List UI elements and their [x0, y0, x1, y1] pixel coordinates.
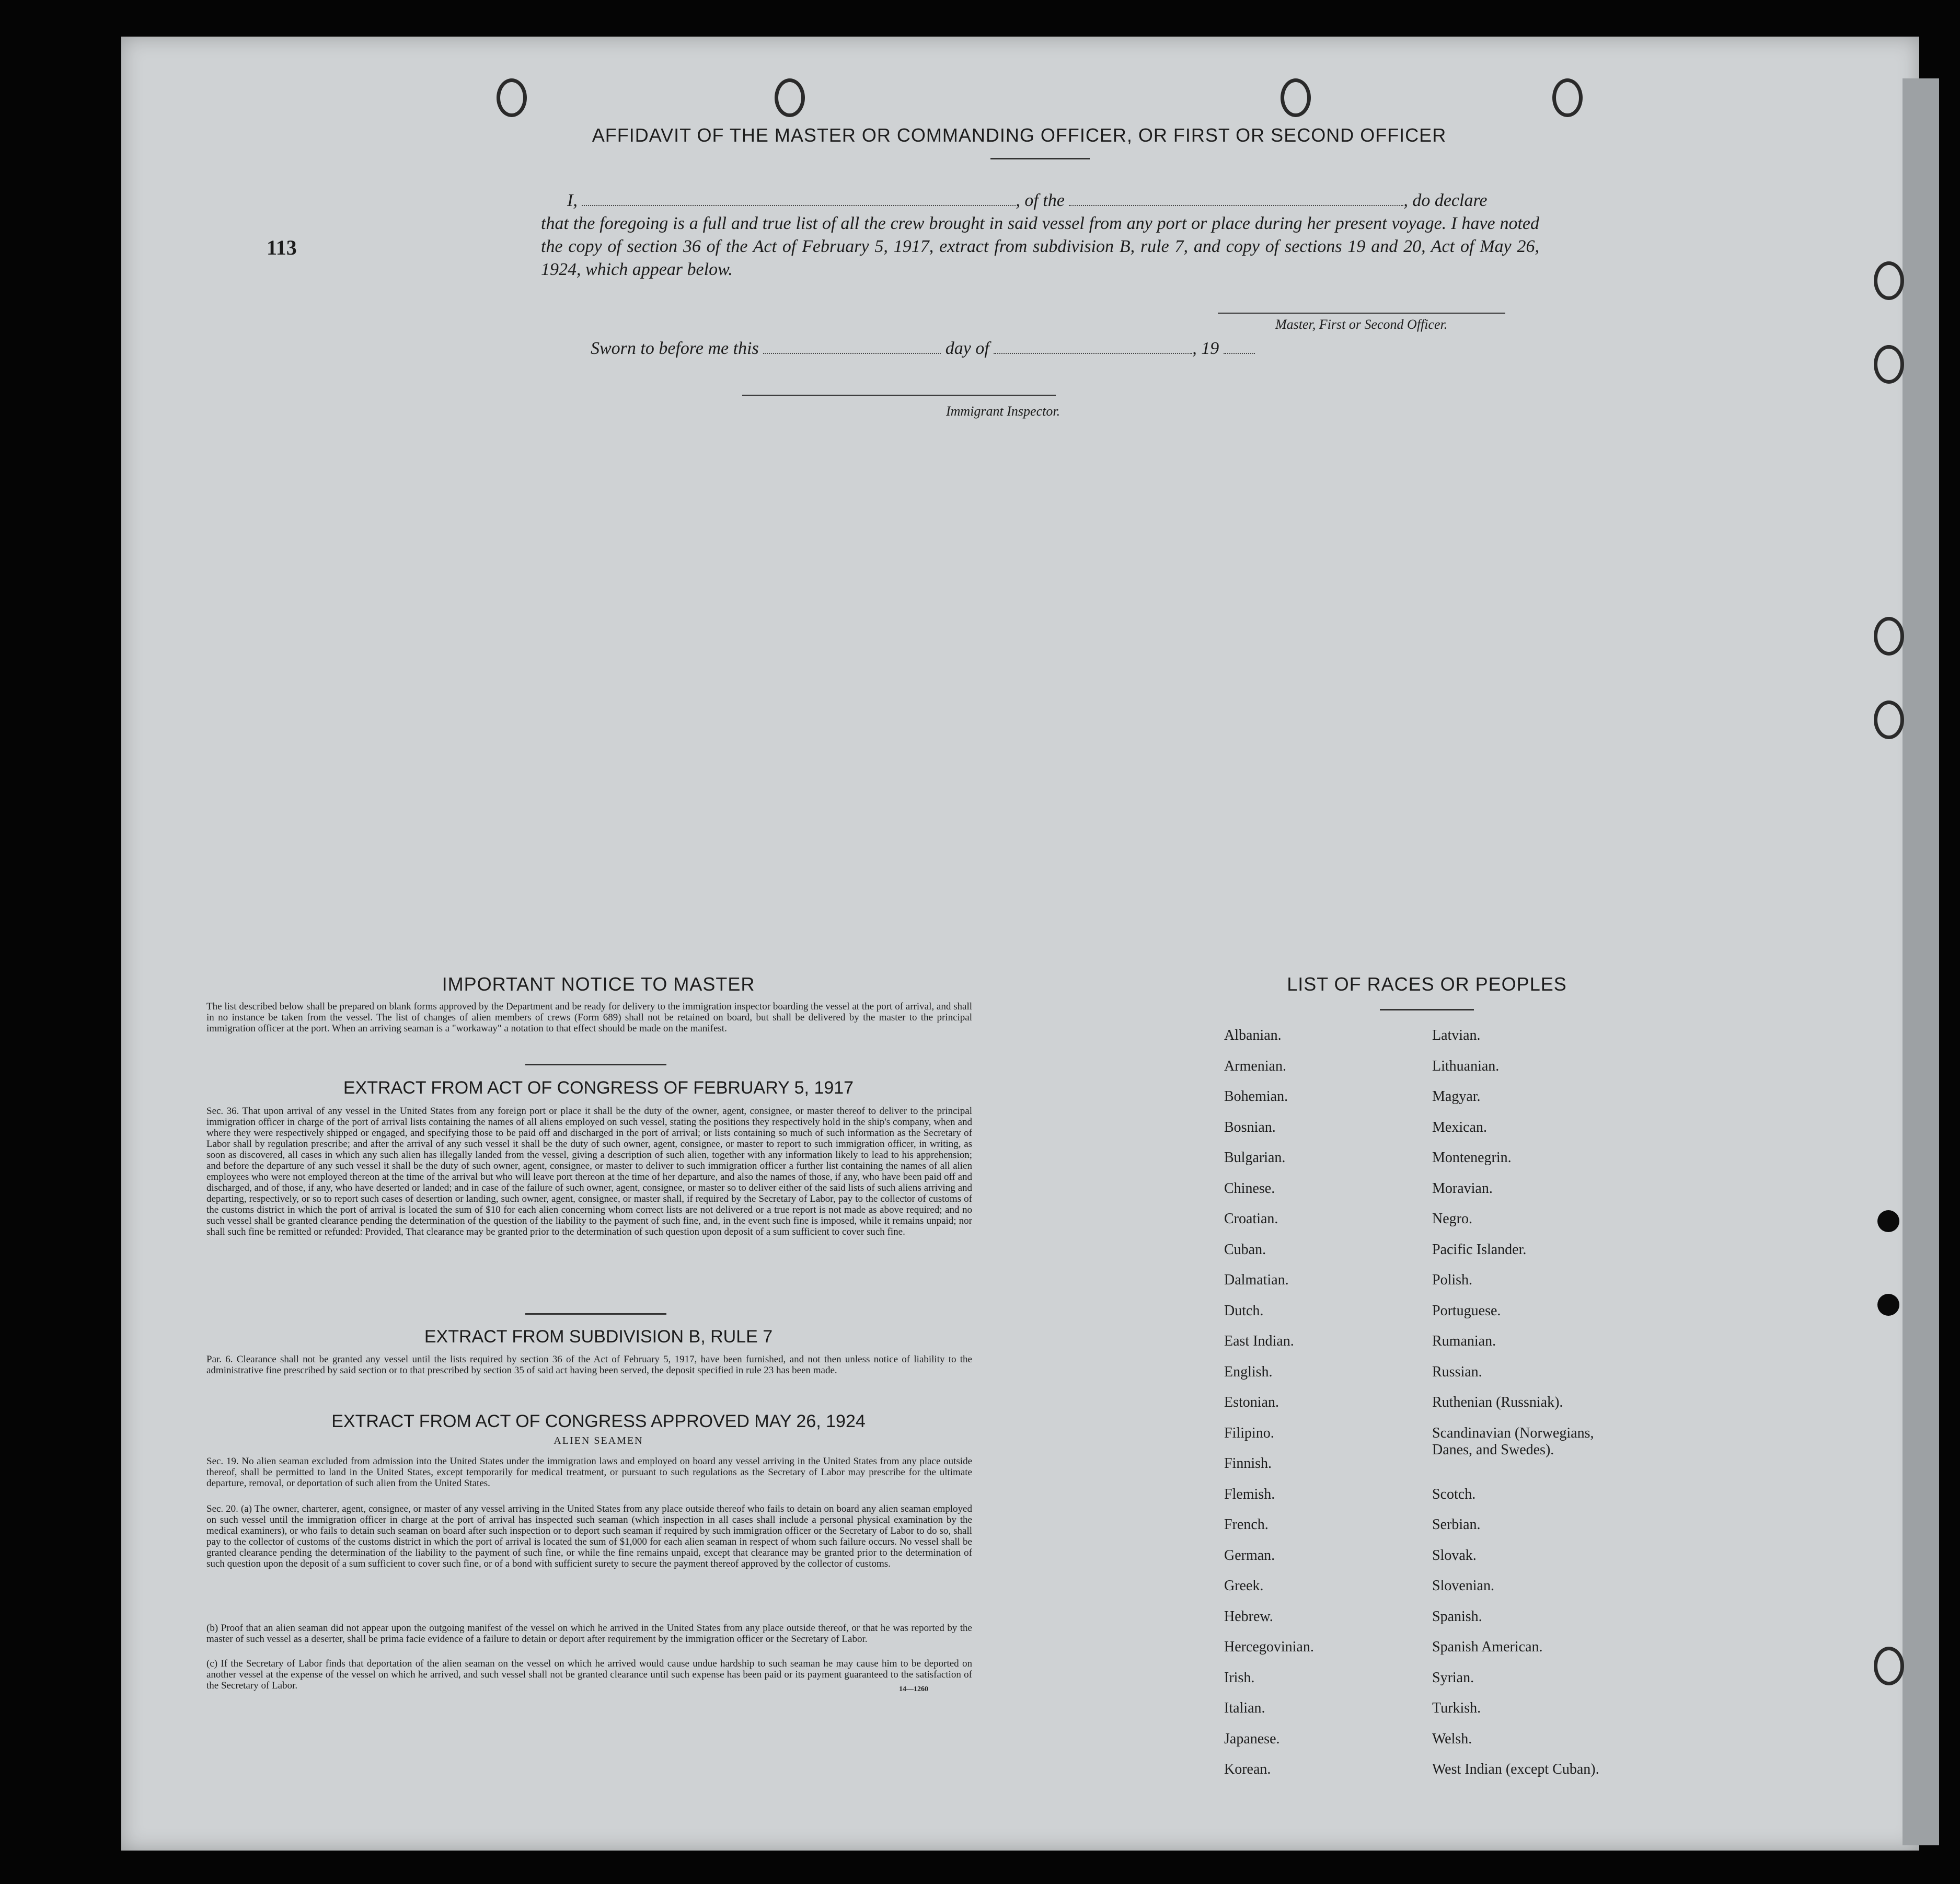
race-item: Montenegrin.: [1432, 1150, 1512, 1166]
sworn-text: Sworn to before me this: [591, 339, 759, 358]
binder-hole: [1281, 78, 1311, 117]
extract3-subtitle: ALIEN SEAMEN: [554, 1435, 643, 1446]
section-rule: [525, 1313, 666, 1315]
race-item: Japanese.: [1224, 1731, 1280, 1747]
extract2-title: EXTRACT FROM SUBDIVISION B, RULE 7: [424, 1327, 773, 1347]
binder-hole: [1874, 617, 1904, 656]
race-item: Finnish.: [1224, 1455, 1272, 1472]
inspector-label: Immigrant Inspector.: [946, 404, 1060, 419]
race-item: Greek.: [1224, 1578, 1264, 1594]
race-item: Negro.: [1432, 1211, 1472, 1227]
race-item: Spanish American.: [1432, 1639, 1543, 1655]
binder-hole: [497, 78, 527, 117]
race-item: Scotch.: [1432, 1486, 1476, 1502]
race-item: Ruthenian (Russniak).: [1432, 1394, 1563, 1410]
extract3-title: EXTRACT FROM ACT OF CONGRESS APPROVED MAY 26, 1924: [331, 1411, 866, 1431]
race-item: Dalmatian.: [1224, 1272, 1289, 1288]
race-item: English.: [1224, 1364, 1273, 1380]
race-item: Welsh.: [1432, 1731, 1472, 1747]
race-item: Serbian.: [1432, 1517, 1481, 1533]
race-item: Hebrew.: [1224, 1609, 1273, 1625]
page-edge: [1903, 78, 1939, 1845]
extract1-title: EXTRACT FROM ACT OF CONGRESS OF FEBRUARY 5, 1917: [343, 1078, 854, 1098]
race-item: Danes, and Swedes).: [1432, 1442, 1554, 1458]
race-item: Magyar.: [1432, 1088, 1481, 1105]
sworn-line: [591, 337, 1322, 360]
race-item: Filipino.: [1224, 1425, 1274, 1441]
race-item: Estonian.: [1224, 1394, 1279, 1410]
binder-hole: [1874, 261, 1904, 300]
affidavit-i: I,: [567, 191, 578, 210]
affidavit-title: AFFIDAVIT OF THE MASTER OR COMMANDING OFFICER, OR FIRST OR SECOND OFFICER: [592, 124, 1447, 146]
binder-hole: [1874, 345, 1904, 384]
race-item: Rumanian.: [1432, 1333, 1496, 1349]
document-page: [121, 37, 1919, 1851]
sworn-year-blank[interactable]: [1224, 353, 1255, 354]
binder-hole: [1552, 78, 1583, 117]
race-item: Italian.: [1224, 1700, 1265, 1716]
affidavit-of-the: , of the: [1016, 191, 1065, 210]
sworn-day-blank[interactable]: [763, 353, 941, 354]
race-item: West Indian (except Cuban).: [1432, 1761, 1599, 1777]
name-blank[interactable]: [582, 205, 1016, 206]
extract3-sec20b: (b) Proof that an alien seaman did not appear upon the outgoing manifest of the vessel on which he arrived in the United States from any place outside thereof, or that he was reported by the master of such vessel as a deserter, shall be prima facie evidence of a failure to detain or deport after requirement by the immigration officer or the Secretary of Labor.: [206, 1623, 972, 1645]
race-item: Syrian.: [1432, 1670, 1474, 1686]
race-item: Latvian.: [1432, 1027, 1481, 1043]
race-item: Dutch.: [1224, 1303, 1264, 1319]
race-item: Slovenian.: [1432, 1578, 1494, 1594]
binder-hole: [1874, 700, 1904, 739]
race-item: Flemish.: [1224, 1486, 1275, 1502]
race-item: Armenian.: [1224, 1058, 1286, 1074]
affidavit-line1: [567, 189, 1539, 212]
race-item: German.: [1224, 1547, 1275, 1564]
race-item: Turkish.: [1432, 1700, 1481, 1716]
race-item: Scandinavian (Norwegians,: [1432, 1425, 1594, 1441]
inspector-line[interactable]: [742, 395, 1056, 396]
sworn-day-of: day of: [945, 339, 989, 358]
race-item: Pacific Islander.: [1432, 1242, 1527, 1258]
race-item: Cuban.: [1224, 1242, 1266, 1258]
extract1-text: Sec. 36. That upon arrival of any vessel in the United States from any foreign port or place it shall be the duty of the owner, agent, consignee, or master thereof to deliver to the principal immigration officer in charge of the port of arrival lists containing the names of all aliens employed on such vessel, stating the positions they respectively hold in the ship's company, when and where they were respectively shipped or engaged, and specifying those to be paid off and discharged in the port of arrival; or lists containing so much of such information as the Secretary of Labor shall by regulation prescribe; and after the arrival of any such vessel it shall be the duty of such owner, agent, consignee, or master to report to such immigration officer, in writing, as soon as discovered, all cases in which any such alien has illegally landed from the vessel, giving a description of such alien, together with any information likely to lead to his apprehension; and before the departure of any such vessel it shall be the duty of such owner, agent, consignee, or master to deliver to such immigration officer a further list containing the names of all alien employees who were not employed thereon at the time of the arrival but who will leave port thereon at the time of her departure, and also the names of those, if any, who have been paid off and discharged, and of those, if any, who have deserted or landed; and in case of the failure of such owner, agent, consignee, or master so to deliver either of the said lists of such aliens arriving and departing, respectively, or so to report such cases of desertion or landing, such owner, agent, consignee, or master shall, if required by the Secretary of Labor, pay to the collector of customs of the customs district in which the port of arrival is located the sum of $10 for each alien concerning whom correct lists are not delivered or a true report is not made as above required; and no such vessel shall be granted clearance pending the determination of the question of the liability to the payment of such fine, and, in the event such fine is imposed, while it remains unpaid; nor shall such fine be remitted or refunded: Provided, That clearance may be granted prior to the determination of such question upon deposit of a sum sufficient to cover such fine.: [206, 1106, 972, 1237]
punch-hole: [1877, 1294, 1899, 1316]
extract2-text: Par. 6. Clearance shall not be granted any vessel until the lists required by section 36 of the Act of February 5, 1917, have been furnished, and not then unless notice of liability to the administrative fine prescribed by said section or to that prescribed by section 35 of said act having been served, the deposit specified in rule 23 has been made.: [206, 1354, 972, 1376]
notice-title: IMPORTANT NOTICE TO MASTER: [442, 973, 755, 995]
signature-label: Master, First or Second Officer.: [1275, 317, 1448, 332]
race-item: Moravian.: [1432, 1180, 1493, 1197]
section-rule: [525, 1064, 666, 1065]
race-item: Portuguese.: [1432, 1303, 1501, 1319]
race-item: Bulgarian.: [1224, 1150, 1286, 1166]
race-item: Hercegovinian.: [1224, 1639, 1314, 1655]
binder-hole: [1874, 1647, 1904, 1685]
sworn-year: , 19: [1192, 339, 1219, 358]
affidavit-declare: , do declare: [1403, 191, 1488, 210]
race-item: Bosnian.: [1224, 1119, 1276, 1135]
extract3-sec20c: (c) If the Secretary of Labor finds that deportation of the alien seaman on the vessel on which he arrived would cause undue hardship to such seaman he may cause him to be deported on another vessel at the expense of the vessel on which he arrived, and such vessel shall not be granted clearance until such expense has been paid or its payment guaranteed to the satisfaction of the Secretary of Labor.: [206, 1658, 972, 1691]
race-item: Spanish.: [1432, 1609, 1482, 1625]
binder-hole: [775, 78, 805, 117]
race-item: Polish.: [1432, 1272, 1473, 1288]
affidavit-text: that the foregoing is a full and true list of all the crew brought in said vessel from any port or place during her present voyage. I have noted the copy of section 36 of the Act of February 5, 1917, extract from subdivision B, rule 7, and copy of sections 19 and 20, Act of May 26, 1924, which appear below.: [541, 214, 1539, 279]
races-title: LIST OF RACES OR PEOPLES: [1287, 973, 1567, 995]
race-item: Chinese.: [1224, 1180, 1275, 1197]
race-item: Russian.: [1432, 1364, 1482, 1380]
race-item: Albanian.: [1224, 1027, 1282, 1043]
race-item: French.: [1224, 1517, 1269, 1533]
punch-hole: [1877, 1210, 1899, 1232]
race-item: Korean.: [1224, 1761, 1271, 1777]
race-item: Mexican.: [1432, 1119, 1487, 1135]
notice-text: The list described below shall be prepared on blank forms approved by the Department and be ready for delivery to the immigration inspector boarding the vessel at the port of arrival, and shall in no instance be taken from the vessel. The list of changes of alien members of crews (Form 689) shall not be retained on board, but shall be delivered by the master to the principal immigration officer at the port. When an arriving seaman is a "workaway" a notation to that effect should be made on the manifest.: [206, 1001, 972, 1034]
extract3-sec19: Sec. 19. No alien seaman excluded from admission into the United States under the immigration laws and employed on board any vessel arriving in the United States from any place outside thereof, shall be permitted to land in the United States, except temporarily for medical treatment, or pursuant to such regulations as the Secretary of Labor may prescribe for the ultimate departure, removal, or deportation of such alien from the United States.: [206, 1456, 972, 1489]
race-item: Irish.: [1224, 1670, 1255, 1686]
race-item: Lithuanian.: [1432, 1058, 1500, 1074]
title-rule: [990, 158, 1090, 159]
race-item: Croatian.: [1224, 1211, 1278, 1227]
race-item: Bohemian.: [1224, 1088, 1288, 1105]
vessel-blank[interactable]: [1069, 205, 1403, 206]
extract3-sec20a: Sec. 20. (a) The owner, charterer, agent, consignee, or master of any vessel arriving in the United States from any place outside thereof who fails to detain on board any alien seaman employed on such vessel until the immigration officer in charge at the port of arrival has inspected such seaman (which inspection in all cases shall include a personal physical examination by the medical examiners), or who fails to detain such seaman on board after such inspection or to deport such seaman if required by such immigration officer or the Secretary of Labor to do so, shall pay to the collector of customs of the customs district in which the port of arrival is located the sum of $1,000 for each alien seaman in respect of whom such failure occurs. No vessel shall be granted clearance pending the determination of the liability to the payment of such fine, or while the fine remains unpaid, except that clearance may be granted prior to the determination of such question upon the deposit of a sum sufficient to cover such fine, or of a bond with sufficient surety to secure the payment thereof approved by the collector of customs.: [206, 1503, 972, 1569]
margin-mark: 113: [267, 236, 297, 259]
signature-line[interactable]: [1218, 313, 1505, 314]
race-item: Slovak.: [1432, 1547, 1477, 1564]
sworn-month-blank[interactable]: [994, 353, 1192, 354]
races-rule: [1380, 1009, 1474, 1010]
form-number: 14—1260: [899, 1685, 928, 1693]
race-item: East Indian.: [1224, 1333, 1294, 1349]
